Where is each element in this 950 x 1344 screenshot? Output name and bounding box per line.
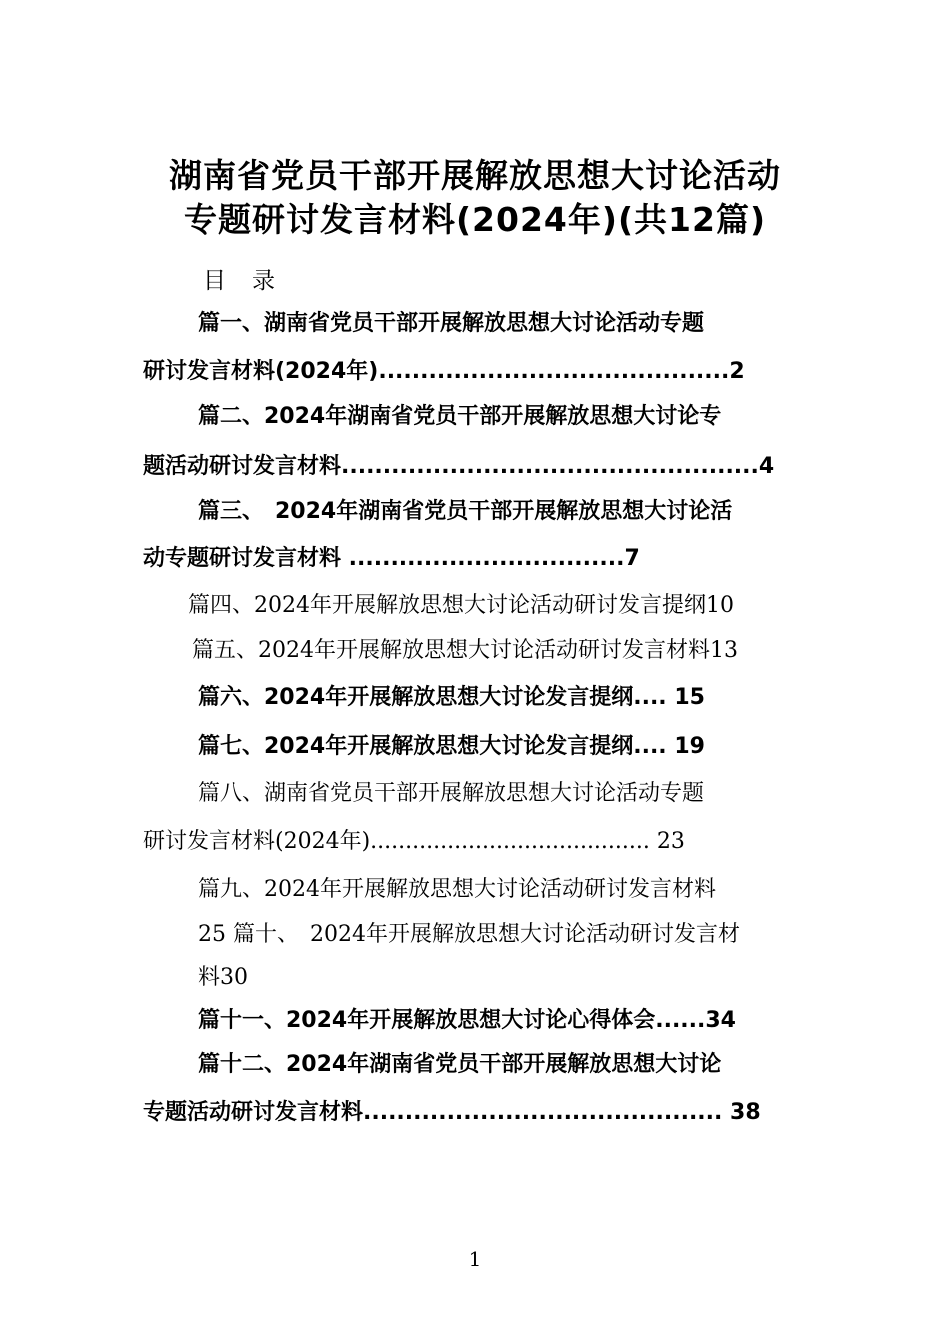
toc-line: 篇十二、2024年湖南省党员干部开展解放思想大讨论	[198, 1052, 722, 1077]
toc-line: 篇四、2024年开展解放思想大讨论活动研讨发言提纲10	[188, 593, 734, 618]
toc-line: 篇一、湖南省党员干部开展解放思想大讨论活动专题	[198, 311, 705, 336]
toc-line: 研讨发言材料(2024年)........................................ 23	[143, 829, 685, 854]
toc-line: 篇七、2024年开展解放思想大讨论发言提纲.... 19	[198, 734, 705, 759]
toc-line: 动专题研讨发言材料 .................................7	[143, 546, 640, 571]
document-title-line-2: 专题研讨发言材料(2024年)(共12篇)	[183, 200, 767, 239]
page-number: 1	[468, 1247, 482, 1271]
toc-heading-part-1: 目	[203, 268, 230, 294]
toc-line: 篇十一、2024年开展解放思想大讨论心得体会......34	[198, 1008, 736, 1033]
toc-heading-part-2: 录	[252, 268, 279, 294]
toc-heading	[203, 262, 279, 295]
toc-line: 25 篇十、 2024年开展解放思想大讨论活动研讨发言材	[198, 922, 740, 947]
toc-line: 题活动研讨发言材料..................................................4	[143, 454, 775, 479]
toc-line: 篇三、 2024年湖南省党员干部开展解放思想大讨论活	[198, 499, 733, 524]
toc-line: 篇九、2024年开展解放思想大讨论活动研讨发言材料	[198, 877, 716, 902]
toc-line: 专题活动研讨发言材料........................................... 38	[143, 1100, 761, 1125]
toc-line: 篇二、2024年湖南省党员干部开展解放思想大讨论专	[198, 404, 722, 429]
toc-line: 篇八、湖南省党员干部开展解放思想大讨论活动专题	[198, 781, 705, 806]
toc-line: 篇六、2024年开展解放思想大讨论发言提纲.... 15	[198, 685, 705, 710]
toc-line: 篇五、2024年开展解放思想大讨论活动研讨发言材料13	[192, 638, 738, 663]
toc-line: 料30	[198, 965, 248, 990]
toc-line: 研讨发言材料(2024年)..........................................2	[143, 359, 745, 384]
document-title-line-1: 湖南省党员干部开展解放思想大讨论活动	[169, 156, 781, 195]
